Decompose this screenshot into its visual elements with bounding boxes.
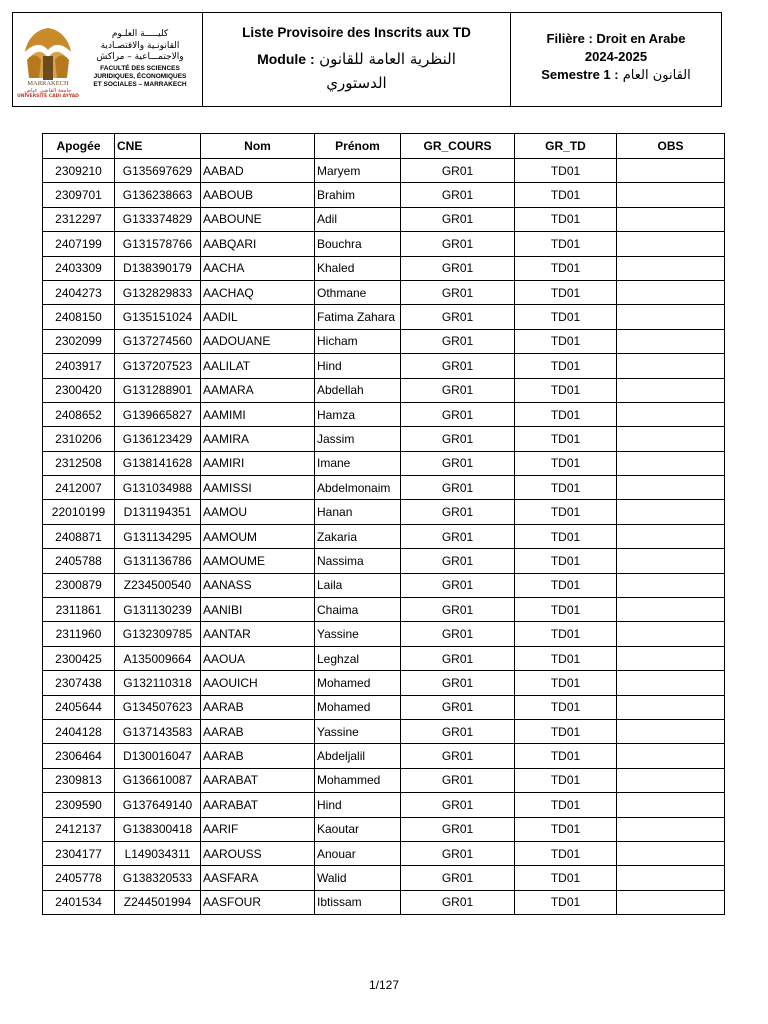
cell-apogee: 2309210	[43, 159, 115, 183]
cell-cne: G131288901	[115, 378, 201, 402]
cell-cne: G138300418	[115, 817, 201, 841]
cell-nom: AAMARA	[201, 378, 315, 402]
cell-apogee: 2304177	[43, 841, 115, 865]
cell-obs	[617, 402, 725, 426]
cell-obs	[617, 744, 725, 768]
cell-nom: AARABAT	[201, 768, 315, 792]
cell-obs	[617, 378, 725, 402]
cell-obs	[617, 598, 725, 622]
cell-prenom: Fatima Zahara	[315, 305, 401, 329]
cell-gr-td: TD01	[515, 305, 617, 329]
cell-cne: A135009664	[115, 646, 201, 670]
cell-obs	[617, 695, 725, 719]
cell-prenom: Jassim	[315, 427, 401, 451]
cell-gr-cours: GR01	[401, 622, 515, 646]
cell-apogee: 2412007	[43, 476, 115, 500]
cell-obs	[617, 890, 725, 914]
cell-gr-cours: GR01	[401, 329, 515, 353]
table-row	[43, 329, 725, 353]
cell-nom: AAMOUME	[201, 549, 315, 573]
cell-obs	[617, 622, 725, 646]
cell-prenom: Kaoutar	[315, 817, 401, 841]
cell-prenom: Ibtissam	[315, 890, 401, 914]
cell-prenom: Othmane	[315, 280, 401, 304]
cell-nom: AAMIRA	[201, 427, 315, 451]
cell-nom: AACHAQ	[201, 280, 315, 304]
cell-gr-cours: GR01	[401, 402, 515, 426]
cell-gr-td: TD01	[515, 207, 617, 231]
cell-gr-cours: GR01	[401, 159, 515, 183]
cell-nom: AARABAT	[201, 793, 315, 817]
cell-apogee: 2311861	[43, 598, 115, 622]
semestre	[511, 67, 721, 83]
cell-obs	[617, 866, 725, 890]
module-line	[203, 50, 510, 68]
cell-gr-td: TD01	[515, 866, 617, 890]
col-header-apogee: Apogée	[43, 134, 115, 159]
cell-nom: AAMOUM	[201, 524, 315, 548]
cell-nom: AADIL	[201, 305, 315, 329]
cell-prenom: Imane	[315, 451, 401, 475]
logo-marrakech-text: MARRAKECH	[27, 79, 69, 87]
faculty-name-ar-line2: القانونـية والاقتصـادية	[100, 40, 180, 51]
cell-gr-cours: GR01	[401, 476, 515, 500]
cell-nom: AASFARA	[201, 866, 315, 890]
cell-nom: AAOUICH	[201, 671, 315, 695]
cell-apogee: 2310206	[43, 427, 115, 451]
filiere: Filière : Droit en Arabe	[546, 31, 686, 46]
faculty-name-fr	[82, 65, 198, 89]
cell-gr-td: TD01	[515, 183, 617, 207]
cell-cne: G131134295	[115, 524, 201, 548]
table-row	[43, 159, 725, 183]
cell-obs	[617, 207, 725, 231]
cell-cne: G138141628	[115, 451, 201, 475]
cell-cne: G137274560	[115, 329, 201, 353]
cell-apogee: 2408150	[43, 305, 115, 329]
page-number: 1/127	[368, 978, 400, 992]
cell-gr-cours: GR01	[401, 256, 515, 280]
table-row	[43, 354, 725, 378]
cell-nom: AALILAT	[201, 354, 315, 378]
cell-gr-td: TD01	[515, 500, 617, 524]
cell-cne: G131034988	[115, 476, 201, 500]
cell-apogee: 2403309	[43, 256, 115, 280]
cell-gr-cours: GR01	[401, 183, 515, 207]
cell-gr-cours: GR01	[401, 671, 515, 695]
cell-apogee: 2309590	[43, 793, 115, 817]
cell-gr-cours: GR01	[401, 744, 515, 768]
table-row	[43, 744, 725, 768]
cell-gr-cours: GR01	[401, 646, 515, 670]
cell-apogee: 2407199	[43, 232, 115, 256]
cell-nom: AARAB	[201, 744, 315, 768]
cell-prenom: Nassima	[315, 549, 401, 573]
cell-cne: Z244501994	[115, 890, 201, 914]
table-row	[43, 207, 725, 231]
cell-prenom: Zakaria	[315, 524, 401, 548]
table-row	[43, 768, 725, 792]
cell-gr-td: TD01	[515, 817, 617, 841]
cell-nom: AACHA	[201, 256, 315, 280]
col-header-obs: OBS	[617, 134, 725, 159]
cell-obs	[617, 549, 725, 573]
cell-prenom: Chaima	[315, 598, 401, 622]
module-label: Module :	[257, 51, 315, 67]
list-title: Liste Provisoire des Inscrits aux TD	[242, 25, 471, 40]
table-row	[43, 500, 725, 524]
cell-gr-td: TD01	[515, 451, 617, 475]
cell-cne: G137143583	[115, 719, 201, 743]
cell-prenom: Hicham	[315, 329, 401, 353]
cell-nom: AAROUSS	[201, 841, 315, 865]
cell-gr-td: TD01	[515, 280, 617, 304]
logo-university-ar: جامعة القاضي عياض	[24, 87, 72, 94]
table-row	[43, 817, 725, 841]
cell-gr-cours: GR01	[401, 793, 515, 817]
cell-gr-cours: GR01	[401, 768, 515, 792]
table-row	[43, 598, 725, 622]
cell-gr-td: TD01	[515, 256, 617, 280]
cell-cne: G138320533	[115, 866, 201, 890]
academic-year: 2024-2025	[584, 49, 648, 64]
cell-nom: AANASS	[201, 573, 315, 597]
cell-prenom: Walid	[315, 866, 401, 890]
cell-cne: G134507623	[115, 695, 201, 719]
cell-gr-td: TD01	[515, 329, 617, 353]
cell-gr-cours: GR01	[401, 305, 515, 329]
cell-apogee: 2405788	[43, 549, 115, 573]
cell-nom: AAMIMI	[201, 402, 315, 426]
cell-cne: Z234500540	[115, 573, 201, 597]
cell-apogee: 2302099	[43, 329, 115, 353]
faculty-name	[82, 29, 198, 89]
cell-nom: AANTAR	[201, 622, 315, 646]
cell-nom: AABQARI	[201, 232, 315, 256]
cell-obs	[617, 671, 725, 695]
cell-apogee: 2311960	[43, 622, 115, 646]
faculty-name-fr-line2: JURIDIQUES, ÉCONOMIQUES	[93, 73, 187, 81]
cell-gr-td: TD01	[515, 549, 617, 573]
cell-cne: G135151024	[115, 305, 201, 329]
cell-gr-cours: GR01	[401, 354, 515, 378]
cell-gr-cours: GR01	[401, 598, 515, 622]
cell-apogee: 2309813	[43, 768, 115, 792]
cell-gr-td: TD01	[515, 890, 617, 914]
cell-nom: AADOUANE	[201, 329, 315, 353]
cell-gr-cours: GR01	[401, 695, 515, 719]
cell-gr-cours: GR01	[401, 719, 515, 743]
cell-obs	[617, 573, 725, 597]
cell-nom: AABAD	[201, 159, 315, 183]
cell-gr-td: TD01	[515, 646, 617, 670]
table-row	[43, 671, 725, 695]
cell-cne: D138390179	[115, 256, 201, 280]
cell-prenom: Yassine	[315, 622, 401, 646]
cell-obs	[617, 793, 725, 817]
module-name-line2: الدستوري	[326, 74, 387, 92]
cell-nom: AAMOU	[201, 500, 315, 524]
table-row	[43, 305, 725, 329]
table-row	[43, 427, 725, 451]
cell-gr-cours: GR01	[401, 866, 515, 890]
cell-apogee: 2405644	[43, 695, 115, 719]
cell-gr-td: TD01	[515, 159, 617, 183]
cell-obs	[617, 451, 725, 475]
cell-obs	[617, 183, 725, 207]
cell-apogee: 2404128	[43, 719, 115, 743]
cell-nom: AARIF	[201, 817, 315, 841]
cell-obs	[617, 524, 725, 548]
faculty-logo-block	[13, 13, 203, 106]
cell-nom: AASFOUR	[201, 890, 315, 914]
col-header-nom: Nom	[201, 134, 315, 159]
table-row	[43, 793, 725, 817]
cell-prenom: Hind	[315, 793, 401, 817]
table-row	[43, 866, 725, 890]
cell-obs	[617, 305, 725, 329]
semestre-value: القانون العام	[622, 68, 691, 83]
cell-obs	[617, 159, 725, 183]
cell-prenom: Leghzal	[315, 646, 401, 670]
cell-gr-td: TD01	[515, 524, 617, 548]
table-row	[43, 719, 725, 743]
cell-gr-td: TD01	[515, 695, 617, 719]
cell-prenom: Khaled	[315, 256, 401, 280]
cell-cne: G132829833	[115, 280, 201, 304]
cell-nom: AANIBI	[201, 598, 315, 622]
cell-nom: AAMISSI	[201, 476, 315, 500]
cell-prenom: Yassine	[315, 719, 401, 743]
cell-nom: AABOUB	[201, 183, 315, 207]
cell-obs	[617, 427, 725, 451]
cell-obs	[617, 817, 725, 841]
table-row	[43, 695, 725, 719]
cell-prenom: Abdellah	[315, 378, 401, 402]
document-header	[12, 12, 722, 107]
cell-gr-td: TD01	[515, 573, 617, 597]
table-row	[43, 524, 725, 548]
table-row	[43, 280, 725, 304]
cell-apogee: 2408871	[43, 524, 115, 548]
faculty-name-ar	[82, 29, 198, 63]
cell-prenom: Hanan	[315, 500, 401, 524]
table-row	[43, 841, 725, 865]
cell-obs	[617, 354, 725, 378]
cell-gr-td: TD01	[515, 744, 617, 768]
cell-cne: D131194351	[115, 500, 201, 524]
cell-gr-td: TD01	[515, 354, 617, 378]
cell-prenom: Adil	[315, 207, 401, 231]
table-row	[43, 622, 725, 646]
cell-prenom: Brahim	[315, 183, 401, 207]
cell-cne: G132110318	[115, 671, 201, 695]
cell-apogee: 2300879	[43, 573, 115, 597]
cell-gr-cours: GR01	[401, 573, 515, 597]
cell-obs	[617, 232, 725, 256]
cell-gr-cours: GR01	[401, 207, 515, 231]
program-info-block	[511, 13, 721, 106]
table-row	[43, 573, 725, 597]
cell-apogee: 2404273	[43, 280, 115, 304]
cell-prenom: Mohammed	[315, 768, 401, 792]
cell-obs	[617, 500, 725, 524]
cell-gr-td: TD01	[515, 476, 617, 500]
cell-gr-cours: GR01	[401, 500, 515, 524]
cell-cne: G136610087	[115, 768, 201, 792]
cell-apogee: 2300420	[43, 378, 115, 402]
cell-prenom: Mohamed	[315, 671, 401, 695]
faculty-name-ar-line3: والاجتمـــاعية – مراكش	[96, 51, 184, 62]
cell-gr-td: TD01	[515, 622, 617, 646]
cell-apogee: 2405778	[43, 866, 115, 890]
cell-gr-td: TD01	[515, 768, 617, 792]
cell-gr-td: TD01	[515, 671, 617, 695]
cell-prenom: Bouchra	[315, 232, 401, 256]
cell-obs	[617, 646, 725, 670]
cell-prenom: Laila	[315, 573, 401, 597]
table-row	[43, 256, 725, 280]
table-row	[43, 890, 725, 914]
cell-cne: G137207523	[115, 354, 201, 378]
cell-apogee: 2306464	[43, 744, 115, 768]
cell-prenom: Hind	[315, 354, 401, 378]
cell-gr-cours: GR01	[401, 549, 515, 573]
cell-cne: G133374829	[115, 207, 201, 231]
cell-cne: G132309785	[115, 622, 201, 646]
faculty-name-fr-line3: ET SOCIALES – MARRAKECH	[93, 81, 187, 89]
cell-prenom: Mohamed	[315, 695, 401, 719]
col-header-cne: CNE	[115, 134, 201, 159]
logo-university-fr: UNIVERSITÉ CADI AYYAD	[17, 93, 79, 99]
cell-cne: L149034311	[115, 841, 201, 865]
cell-apogee: 2312297	[43, 207, 115, 231]
cell-obs	[617, 841, 725, 865]
table-row	[43, 378, 725, 402]
cell-prenom: Hamza	[315, 402, 401, 426]
cell-nom: AAOUA	[201, 646, 315, 670]
cell-obs	[617, 768, 725, 792]
cell-prenom: Abdeljalil	[315, 744, 401, 768]
faculty-name-ar-line1: كليـــــة العلـوم	[111, 29, 169, 40]
cell-obs	[617, 256, 725, 280]
cell-gr-td: TD01	[515, 427, 617, 451]
cell-gr-cours: GR01	[401, 890, 515, 914]
table-row	[43, 549, 725, 573]
cell-cne: G137649140	[115, 793, 201, 817]
cell-gr-cours: GR01	[401, 280, 515, 304]
col-header-gr-td: GR_TD	[515, 134, 617, 159]
cell-prenom: Maryem	[315, 159, 401, 183]
cell-gr-cours: GR01	[401, 378, 515, 402]
cell-gr-cours: GR01	[401, 841, 515, 865]
faculty-name-fr-line1: FACULTÉ DES SCIENCES	[100, 65, 180, 73]
cell-gr-td: TD01	[515, 793, 617, 817]
module-name-line1: النظرية العامة للقانون	[319, 50, 456, 68]
cell-apogee: 2412137	[43, 817, 115, 841]
cell-apogee: 2408652	[43, 402, 115, 426]
cell-obs	[617, 476, 725, 500]
cell-cne: G139665827	[115, 402, 201, 426]
cell-apogee: 2401534	[43, 890, 115, 914]
cell-gr-td: TD01	[515, 841, 617, 865]
cell-gr-cours: GR01	[401, 524, 515, 548]
cell-nom: AABOUNE	[201, 207, 315, 231]
cell-gr-td: TD01	[515, 402, 617, 426]
cell-obs	[617, 719, 725, 743]
cell-gr-td: TD01	[515, 598, 617, 622]
table-row	[43, 402, 725, 426]
cell-nom: AARAB	[201, 719, 315, 743]
students-table	[42, 133, 725, 915]
cell-nom: AAMIRI	[201, 451, 315, 475]
faculty-logo	[17, 20, 79, 100]
cell-gr-cours: GR01	[401, 817, 515, 841]
cell-gr-cours: GR01	[401, 427, 515, 451]
cell-apogee: 22010199	[43, 500, 115, 524]
cell-gr-td: TD01	[515, 378, 617, 402]
table-row	[43, 232, 725, 256]
cell-gr-cours: GR01	[401, 232, 515, 256]
cell-obs	[617, 329, 725, 353]
cell-cne: G135697629	[115, 159, 201, 183]
table-row	[43, 451, 725, 475]
cell-cne: G131130239	[115, 598, 201, 622]
semestre-label: Semestre 1 :	[541, 67, 619, 82]
table-header-row	[43, 134, 725, 159]
table-row	[43, 476, 725, 500]
cell-apogee: 2312508	[43, 451, 115, 475]
cell-gr-td: TD01	[515, 232, 617, 256]
cell-nom: AARAB	[201, 695, 315, 719]
cell-apogee: 2403917	[43, 354, 115, 378]
cell-gr-cours: GR01	[401, 451, 515, 475]
cell-prenom: Abdelmonaim	[315, 476, 401, 500]
cell-apogee: 2309701	[43, 183, 115, 207]
cell-cne: G136238663	[115, 183, 201, 207]
cell-cne: G136123429	[115, 427, 201, 451]
cell-gr-td: TD01	[515, 719, 617, 743]
cell-obs	[617, 280, 725, 304]
col-header-gr-cours: GR_COURS	[401, 134, 515, 159]
cell-cne: D130016047	[115, 744, 201, 768]
cell-cne: G131136786	[115, 549, 201, 573]
list-title-block	[203, 13, 511, 106]
cell-apogee: 2307438	[43, 671, 115, 695]
cell-prenom: Anouar	[315, 841, 401, 865]
table-row	[43, 183, 725, 207]
cell-cne: G131578766	[115, 232, 201, 256]
cell-apogee: 2300425	[43, 646, 115, 670]
col-header-prenom: Prénom	[315, 134, 401, 159]
table-row	[43, 646, 725, 670]
